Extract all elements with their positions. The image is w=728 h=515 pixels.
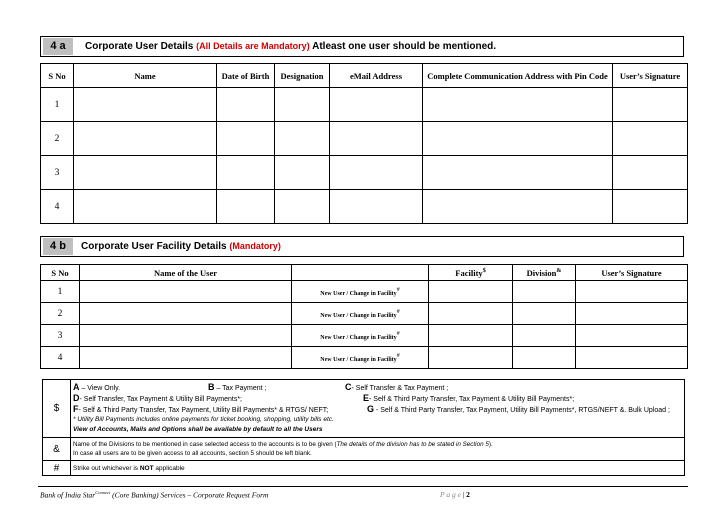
legend-symbol-dollar: $ (43, 380, 71, 438)
signature-field[interactable] (576, 325, 688, 347)
row-number: 3 (41, 325, 80, 347)
code-d: D (73, 392, 80, 403)
table-row (41, 303, 688, 325)
header-division (513, 265, 576, 281)
email-field[interactable] (330, 122, 423, 156)
section-4b-title (81, 238, 281, 255)
header-sno: S No (41, 265, 80, 281)
change-cell[interactable] (292, 325, 429, 347)
signature-field[interactable] (613, 190, 688, 224)
signature-field[interactable] (613, 122, 688, 156)
facility-field[interactable] (429, 303, 513, 325)
user-name-field[interactable] (80, 325, 292, 347)
default-view-note: View of Accounts, Mails and Options shall be available by default to all the Users (73, 426, 323, 433)
strike-note-bold: NOT (139, 464, 154, 472)
change-label: New User / Change in Facility (320, 356, 397, 363)
table-row (41, 156, 688, 190)
header-user-signature: User’s Signature (576, 265, 688, 281)
section-4b-header (40, 236, 684, 257)
division-field[interactable] (513, 325, 576, 347)
table-row (41, 88, 688, 122)
change-cell[interactable] (292, 281, 429, 303)
table-row (41, 281, 688, 303)
code-b-text: – Tax Payment ; (214, 384, 267, 392)
section-4b-title-text: Corporate User Facility Details (81, 241, 227, 252)
signature-field[interactable] (576, 281, 688, 303)
section-4b-number: 4 b (43, 238, 73, 255)
signature-field[interactable] (613, 156, 688, 190)
legend-row-division (43, 438, 685, 461)
page-sep: | (460, 490, 467, 499)
row-number: 1 (41, 88, 74, 122)
corporate-user-details-table (40, 63, 688, 224)
header-facility (429, 265, 513, 281)
email-field[interactable] (330, 156, 423, 190)
page-label: P a g e (440, 490, 461, 499)
facility-sup: $ (482, 267, 486, 274)
footer-left (40, 490, 268, 500)
division-note-b: ). (488, 441, 493, 448)
code-c: C (345, 381, 352, 392)
section-4a-mandatory: (All Details are Mandatory) (196, 41, 310, 51)
row-number: 2 (41, 303, 80, 325)
dob-field[interactable] (217, 156, 275, 190)
signature-field[interactable] (613, 88, 688, 122)
legend-row-facility (43, 380, 685, 438)
change-sup: # (396, 330, 400, 337)
change-sup: # (396, 308, 400, 315)
row-number: 3 (41, 156, 74, 190)
address-field[interactable] (423, 190, 613, 224)
legend-division-note (71, 438, 685, 461)
section-4a-title (85, 38, 496, 55)
header-sno: S No (41, 64, 74, 88)
address-field[interactable] (423, 122, 613, 156)
strike-note-a: Strike out whichever is (73, 464, 140, 472)
code-d-text: - Self Transfer, Tax Payment & Utility Bill Payments*; (79, 395, 242, 403)
email-field[interactable] (330, 190, 423, 224)
change-sup: # (396, 286, 400, 293)
name-field[interactable] (74, 88, 217, 122)
header-designation: Designation (275, 64, 330, 88)
change-sup: # (396, 352, 400, 359)
division-note-a: Name of the Divisions to be mentioned in case selected access to the accounts is to be given ( (73, 441, 337, 448)
name-field[interactable] (74, 122, 217, 156)
dob-field[interactable] (217, 122, 275, 156)
signature-field[interactable] (576, 347, 688, 369)
code-e-text: - Self & Third Party Transfer, Tax Payment & Utility Bill Payments*; (369, 395, 575, 403)
header-dob: Date of Birth (217, 64, 275, 88)
division-field[interactable] (513, 347, 576, 369)
facility-field[interactable] (429, 347, 513, 369)
corporate-user-facility-table (40, 264, 688, 369)
division-note-line2: In case all users are to be given access to all accounts, section 5 should be left blank. (73, 450, 312, 457)
name-field[interactable] (74, 190, 217, 224)
header-blank (292, 265, 429, 281)
division-label: Division (526, 267, 557, 278)
section-4b-mandatory: (Mandatory) (229, 241, 281, 251)
footer-page (440, 490, 470, 499)
dob-field[interactable] (217, 190, 275, 224)
facility-label: Facility (455, 267, 483, 278)
table-row (41, 122, 688, 156)
legend-symbol-hash: # (43, 461, 71, 476)
division-note-italic: The details of the division has to be stated in Section 5 (336, 441, 489, 448)
change-label: New User / Change in Facility (320, 290, 397, 297)
code-a-text: – View Only. (79, 384, 121, 392)
legend-strike-note (71, 461, 685, 476)
user-name-field[interactable] (80, 281, 292, 303)
row-number: 1 (41, 281, 80, 303)
division-field[interactable] (513, 303, 576, 325)
name-field[interactable] (74, 156, 217, 190)
page-number: 2 (466, 490, 470, 499)
header-address: Complete Communication Address with Pin Code (423, 64, 613, 88)
address-field[interactable] (423, 156, 613, 190)
change-label: New User / Change in Facility (320, 334, 397, 341)
header-name: Name (74, 64, 217, 88)
code-g: G (367, 403, 375, 414)
footer-bank-name: Bank of India Star (40, 490, 96, 500)
change-cell[interactable] (292, 347, 429, 369)
row-number: 2 (41, 122, 74, 156)
footer-rule (38, 486, 688, 487)
user-name-field[interactable] (80, 347, 292, 369)
table-row (41, 325, 688, 347)
section-4a-number: 4 a (43, 38, 73, 55)
utility-note: * Utility Bill Payments includes online payments for ticket booking, shopping, utility bills etc. (73, 415, 334, 423)
user-name-field[interactable] (80, 303, 292, 325)
designation-field[interactable] (275, 190, 330, 224)
dob-field[interactable] (217, 88, 275, 122)
row-number: 4 (41, 347, 80, 369)
facility-field[interactable] (429, 325, 513, 347)
code-g-text: - Self & Third Party Transfer, Tax Payment, Utility Bill Payments*, RTGS/NEFT &. Bulk Upload ; (374, 406, 670, 414)
table-row (41, 347, 688, 369)
code-c-text: - Self Transfer & Tax Payment ; (351, 384, 449, 392)
code-b: B (208, 381, 215, 392)
facility-field[interactable] (429, 281, 513, 303)
section-4a-title-text: Corporate User Details (85, 41, 194, 52)
change-cell[interactable] (292, 303, 429, 325)
designation-field[interactable] (275, 88, 330, 122)
header-signature: User’s Signature (613, 64, 688, 88)
header-email: eMail Address (330, 64, 423, 88)
code-a: A (73, 381, 80, 392)
section-4a-header (40, 36, 684, 57)
designation-field[interactable] (275, 122, 330, 156)
legend-row-strike (43, 461, 685, 476)
row-number: 4 (41, 190, 74, 224)
division-sup: & (556, 267, 562, 274)
address-field[interactable] (423, 88, 613, 122)
footer-form-name: (Core Banking) Services – Corporate Request Form (110, 490, 269, 500)
header-user-name: Name of the User (80, 265, 292, 281)
legend-table (42, 379, 685, 476)
designation-field[interactable] (275, 156, 330, 190)
code-f: F (73, 403, 79, 414)
legend-facility-codes (71, 380, 685, 438)
section-4a-note: Atleast one user should be mentioned. (312, 41, 497, 52)
email-field[interactable] (330, 88, 423, 122)
division-field[interactable] (513, 281, 576, 303)
strike-note-b: applicable (153, 464, 185, 472)
code-e: E (363, 392, 370, 403)
table-row (41, 190, 688, 224)
change-label: New User / Change in Facility (320, 312, 397, 319)
code-f-text: - Self & Third Party Transfer, Tax Payment, Utility Bill Payments* & RTGS/ NEFT; (78, 406, 329, 414)
legend-symbol-amp: & (43, 438, 71, 461)
signature-field[interactable] (576, 303, 688, 325)
footer-sup: Connect (95, 490, 111, 495)
